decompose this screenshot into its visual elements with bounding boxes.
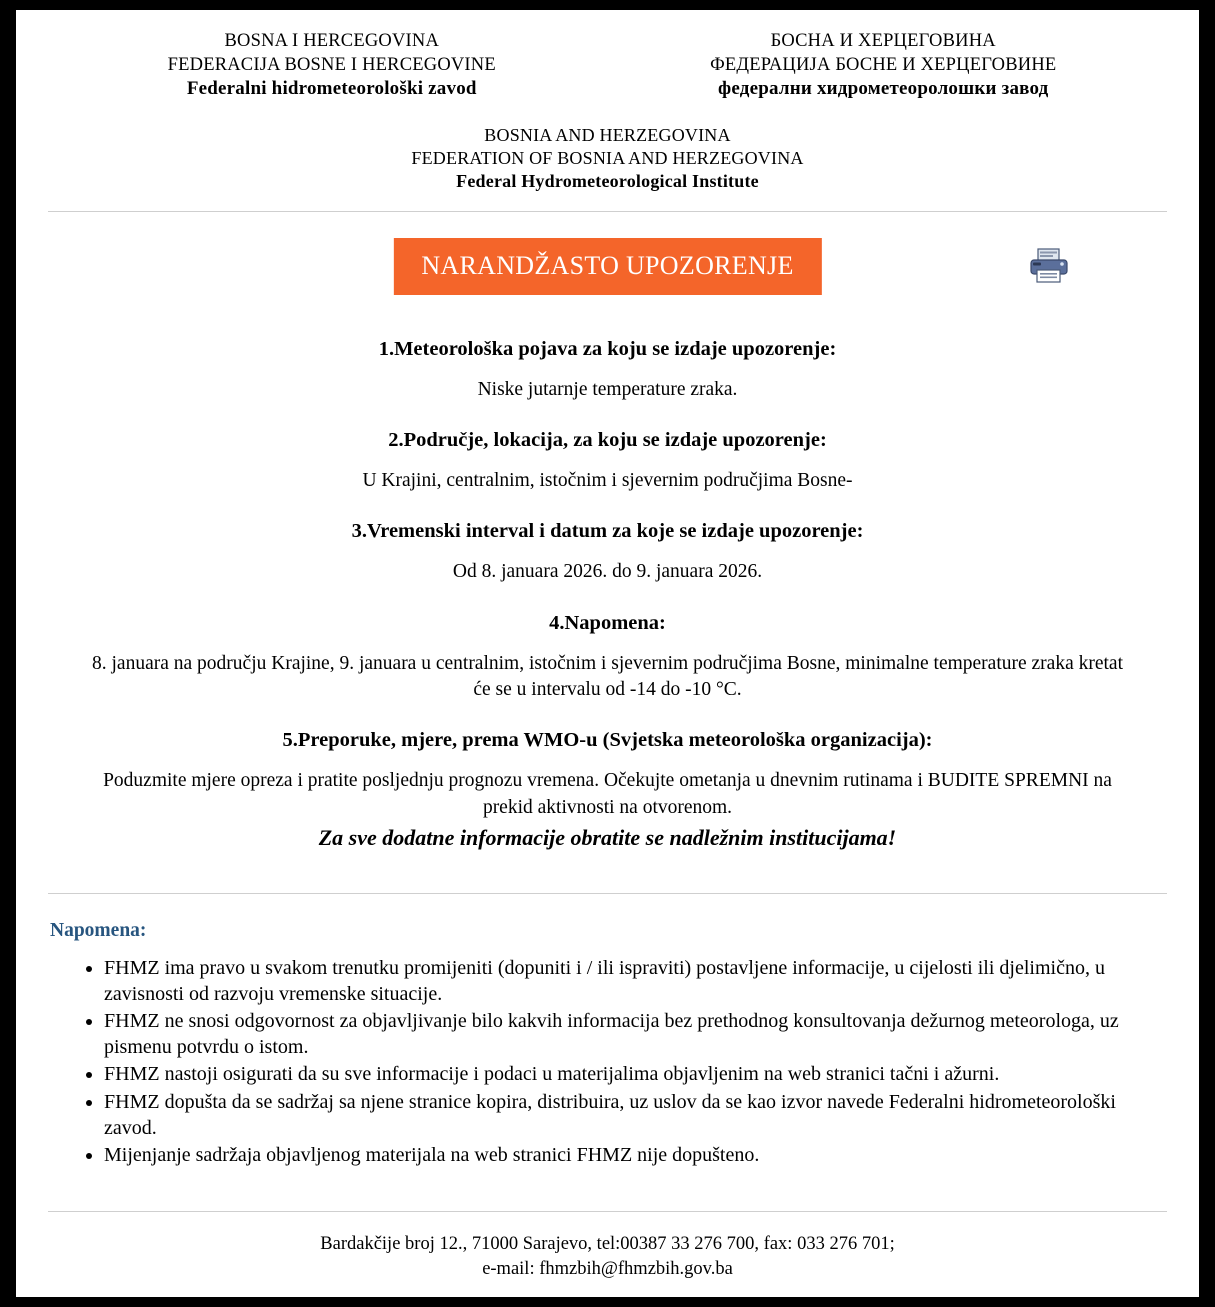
section-4-body: 8. januara na području Krajine, 9. januara u centralnim, istočnim i sjevernim područjima Bosne, minimalne temperature zraka kretat će se u intervalu od -14 do -10 °C. xyxy=(92,652,1123,700)
printer-icon[interactable] xyxy=(1027,246,1071,286)
header-bilingual xyxy=(16,10,1199,102)
section-4-title: 4.Napomena: xyxy=(549,611,666,634)
list-item: • FHMZ ima pravo u svakom trenutku promijeniti (dopuniti i / ili ispraviti) postavljene informacije, u cijelosti ili djelimično, u zavisnosti od razvoju vremenske situacije. xyxy=(104,956,1139,1007)
list-item: • Mijenjanje sadržaja objavljenog materijala na web stranici FHMZ nije dopušteno. xyxy=(104,1143,1139,1169)
header-latin-line-3: Federalni hidrometeorološki zavod xyxy=(186,78,477,100)
section-2-title: 2.Područje, lokacija, za koju se izdaje upozorenje: xyxy=(388,429,827,452)
list-item: • FHMZ nastoji osigurati da su sve informacije i podaci u materijalima objavljenim na web stranici tačni i ažurni. xyxy=(104,1062,1139,1088)
closing-statement: Za sve dodatne informacije obratite se nadležnim institucijama! xyxy=(318,824,897,850)
footer xyxy=(16,1232,1199,1282)
header-cyrillic-line-1: БОСНА И ХЕРЦЕГОВИНА xyxy=(770,31,996,51)
footer-email: e-mail: fhmzbih@fhmzbih.gov.ba xyxy=(482,1258,733,1279)
list-item: • FHMZ dopušta da se sadržaj sa njene stranice kopira, distribuira, uz uslov da se kao izvor navede Federalni hidrometeorološki zavod. xyxy=(104,1090,1139,1141)
header-cyrillic-line-2: ФЕДЕРАЦИЈА БОСНЕ И ХЕРЦЕГОВИНЕ xyxy=(710,54,1057,75)
footer-divider xyxy=(48,1211,1167,1212)
section-2-body: U Krajini, centralnim, istočnim i sjevernim područjima Bosne- xyxy=(362,470,853,492)
footer-address: Bardakčije broj 12., 71000 Sarajevo, tel:00387 33 276 700, fax: 033 276 701; xyxy=(320,1233,895,1254)
section-1-title: 1.Meteorološka pojava za koju se izdaje upozorenje: xyxy=(378,337,837,360)
section-3-title: 3.Vremenski interval i datum za koje se izdaje upozorenje: xyxy=(351,520,864,543)
section-3-body: Od 8. januara 2026. do 9. januara 2026. xyxy=(452,561,763,583)
section-5-title: 5.Preporuke, mjere, prema WMO-u (Svjetska meteorološka organizacija): xyxy=(282,729,933,752)
header-latin xyxy=(56,30,608,102)
header-english xyxy=(16,124,1199,193)
warning-content xyxy=(16,338,1199,851)
warning-header-row xyxy=(16,230,1199,312)
document-page xyxy=(16,10,1199,1297)
header-english-line-1: BOSNIA AND HERZEGOVINA xyxy=(484,124,731,145)
warning-level-badge: NARANDŽASTO UPOZORENJE xyxy=(393,238,821,295)
header-english-line-3: Federal Hydrometeorological Institute xyxy=(456,170,759,191)
notes-divider xyxy=(48,893,1167,894)
header-cyrillic-line-3: федерални хидрометеоролошки завод xyxy=(718,78,1049,100)
notes-list xyxy=(76,956,1139,1169)
list-item: • FHMZ ne snosi odgovornost za objavljivanje bilo kakvih informacija bez prethodnog konsultovanja dežurnog meteorologa, uz pismenu potvrdu o istom. xyxy=(104,1009,1139,1060)
header-divider xyxy=(48,211,1167,212)
header-english-line-2: FEDERATION OF BOSNIA AND HERZEGOVINA xyxy=(411,147,804,168)
section-5-body: Poduzmite mjere opreza i pratite posljednju prognozu vremena. Očekujte ometanja u dnevnim rutinama i BUDITE SPREMNI na prekid aktivnosti na otvorenom. xyxy=(103,770,1112,818)
header-latin-line-1: BOSNA I HERCEGOVINA xyxy=(224,31,439,51)
header-cyrillic xyxy=(608,30,1160,102)
header-latin-line-2: FEDERACIJA BOSNE I HERCEGOVINE xyxy=(167,54,496,75)
notes-title: Napomena: xyxy=(50,919,147,941)
section-1-body: Niske jutarnje temperature zraka. xyxy=(477,378,738,400)
